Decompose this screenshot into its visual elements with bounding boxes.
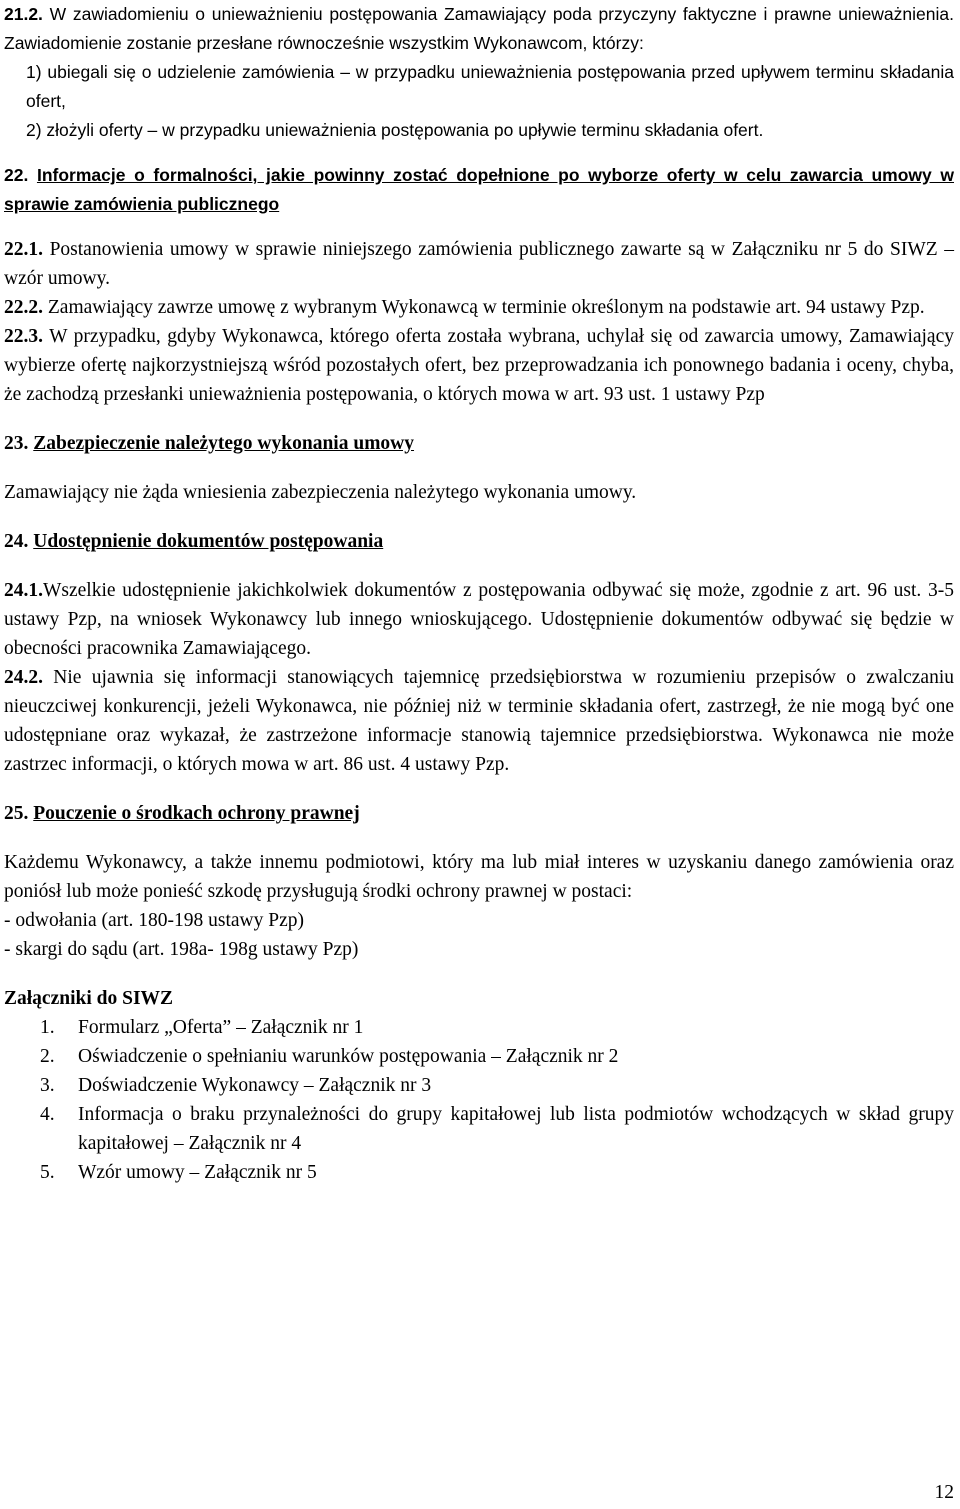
section-22-1-text: Postanowienia umowy w sprawie niniejszego zamówienia publicznego zawarte są w Załączniku nr 5 do SIWZ – wzór umowy. xyxy=(4,239,954,289)
section-25-number: 25. xyxy=(4,803,29,824)
section-25-title: Pouczenie o środkach ochrony prawnej xyxy=(33,803,360,824)
attachment-text: Oświadczenie o spełnianiu warunków postępowania – Załącznik nr 2 xyxy=(78,1046,619,1067)
section-23-heading xyxy=(4,429,954,458)
section-22-2-paragraph xyxy=(4,293,954,322)
section-24-1-paragraph xyxy=(4,576,954,663)
section-24-heading xyxy=(4,527,954,556)
section-22-3-number: 22.3. xyxy=(4,326,43,347)
section-25-item-1: - odwołania (art. 180-198 ustawy Pzp) xyxy=(4,910,305,931)
section-22-title: Informacje o formalności, jakie powinny zostać dopełnione po wyborze oferty w celu zawarcia umowy w sprawie zamówienia publicznego xyxy=(4,165,954,214)
attachment-item xyxy=(4,1158,954,1187)
section-24-1-number: 24.1. xyxy=(4,580,43,601)
section-22-heading xyxy=(4,161,954,219)
section-21-2-item-1: 1) ubiegali się o udzielenie zamówienia – w przypadku unieważnienia postępowania przed upływem terminu składania ofert, xyxy=(26,62,954,111)
section-22-1-paragraph xyxy=(4,235,954,293)
attachment-number: 4. xyxy=(40,1104,55,1125)
attachment-item xyxy=(4,1100,954,1158)
section-22-3-paragraph xyxy=(4,322,954,409)
section-21-2-text: W zawiadomieniu o unieważnieniu postępowania Zamawiający poda przyczyny faktyczne i prawne unieważnienia. Zawiadomienie zostanie przesłane równocześnie wszystkim Wykonawcom, którzy: xyxy=(4,4,954,53)
attachment-number: 1. xyxy=(40,1017,55,1038)
section-24-number: 24. xyxy=(4,531,29,552)
attachment-text: Wzór umowy – Załącznik nr 5 xyxy=(78,1162,317,1183)
section-25-item-2: - skargi do sądu (art. 198a- 198g ustawy Pzp) xyxy=(4,939,359,960)
section-22-2-text: Zamawiający zawrze umowę z wybranym Wykonawcą w terminie określonym na podstawie art. 94 ustawy Pzp. xyxy=(43,297,925,318)
section-22-3-text: W przypadku, gdyby Wykonawca, którego oferta została wybrana, uchylał się od zawarcia umowy, Zamawiający wybierze ofertę najkorzystniejszą wśród pozostałych ofert, bez przeprowadzania ich ponownego badania i oceny, chyba, że zachodzą przesłanki unieważnienia postępowania, o których mowa w art. 93 ust. 1 ustawy Pzp xyxy=(4,326,954,405)
section-22-1-number: 22.1. xyxy=(4,239,43,260)
section-23-text: Zamawiający nie żąda wniesienia zabezpieczenia należytego wykonania umowy. xyxy=(4,482,637,503)
section-21-2-number: 21.2. xyxy=(4,4,43,24)
attachments-list xyxy=(4,1013,954,1187)
section-25-heading xyxy=(4,799,954,828)
attachment-text: Doświadczenie Wykonawcy – Załącznik nr 3 xyxy=(78,1075,432,1096)
attachment-text: Formularz „Oferta” – Załącznik nr 1 xyxy=(78,1017,364,1038)
section-24-2-number: 24.2. xyxy=(4,667,43,688)
section-22-number: 22. xyxy=(4,165,29,185)
attachment-item xyxy=(4,1042,954,1071)
attachment-item xyxy=(4,1071,954,1100)
section-23-title: Zabezpieczenie należytego wykonania umowy xyxy=(33,433,415,454)
attachment-text: Informacja o braku przynależności do grupy kapitałowej lub lista podmiotów wchodzących w skład grupy kapitałowej – Załącznik nr 4 xyxy=(78,1104,954,1154)
section-21-2-paragraph xyxy=(4,0,954,58)
attachment-number: 3. xyxy=(40,1075,55,1096)
section-21-2-item-2: 2) złożyli oferty – w przypadku unieważnienia postępowania po upływie terminu składania ofert. xyxy=(26,120,764,140)
section-23-number: 23. xyxy=(4,433,29,454)
section-22-2-number: 22.2. xyxy=(4,297,43,318)
attachment-item xyxy=(4,1013,954,1042)
section-24-1-text: Wszelkie udostępnienie jakichkolwiek dokumentów z postępowania odbywać się może, zgodnie z art. 96 ust. 3-5 ustawy Pzp, na wniosek Wykonawcy lub innego wnioskującego. Udostępnienie dokumentów odbywać się będzie w obecności pracownika Zamawiającego. xyxy=(4,580,954,659)
section-24-2-text: Nie ujawnia się informacji stanowiących tajemnicę przedsiębiorstwa w rozumieniu przepisów o zwalczaniu nieuczciwej konkurencji, jeżeli Wykonawca, nie później niż w terminie składania ofert, zastrzegł, że nie mogą być one udostępniane oraz wykazał, że zastrzeżone informacje stanowią tajemnice przedsiębiorstwa. Wykonawca nie może zastrzec informacji, o których mowa w art. 86 ust. 4 ustawy Pzp. xyxy=(4,667,954,775)
section-24-title: Udostępnienie dokumentów postępowania xyxy=(33,531,384,552)
attachment-number: 2. xyxy=(40,1046,55,1067)
section-24-2-paragraph xyxy=(4,663,954,779)
page-number: 12 xyxy=(934,1482,954,1503)
attachments-heading: Załączniki do SIWZ xyxy=(4,988,174,1009)
attachment-number: 5. xyxy=(40,1162,55,1183)
document-page xyxy=(4,0,954,1187)
section-25-text: Każdemu Wykonawcy, a także innemu podmiotowi, który ma lub miał interes w uzyskaniu danego zamówienia oraz poniósł lub może ponieść szkodę przysługują środki ochrony prawnej w postaci: xyxy=(4,852,954,902)
